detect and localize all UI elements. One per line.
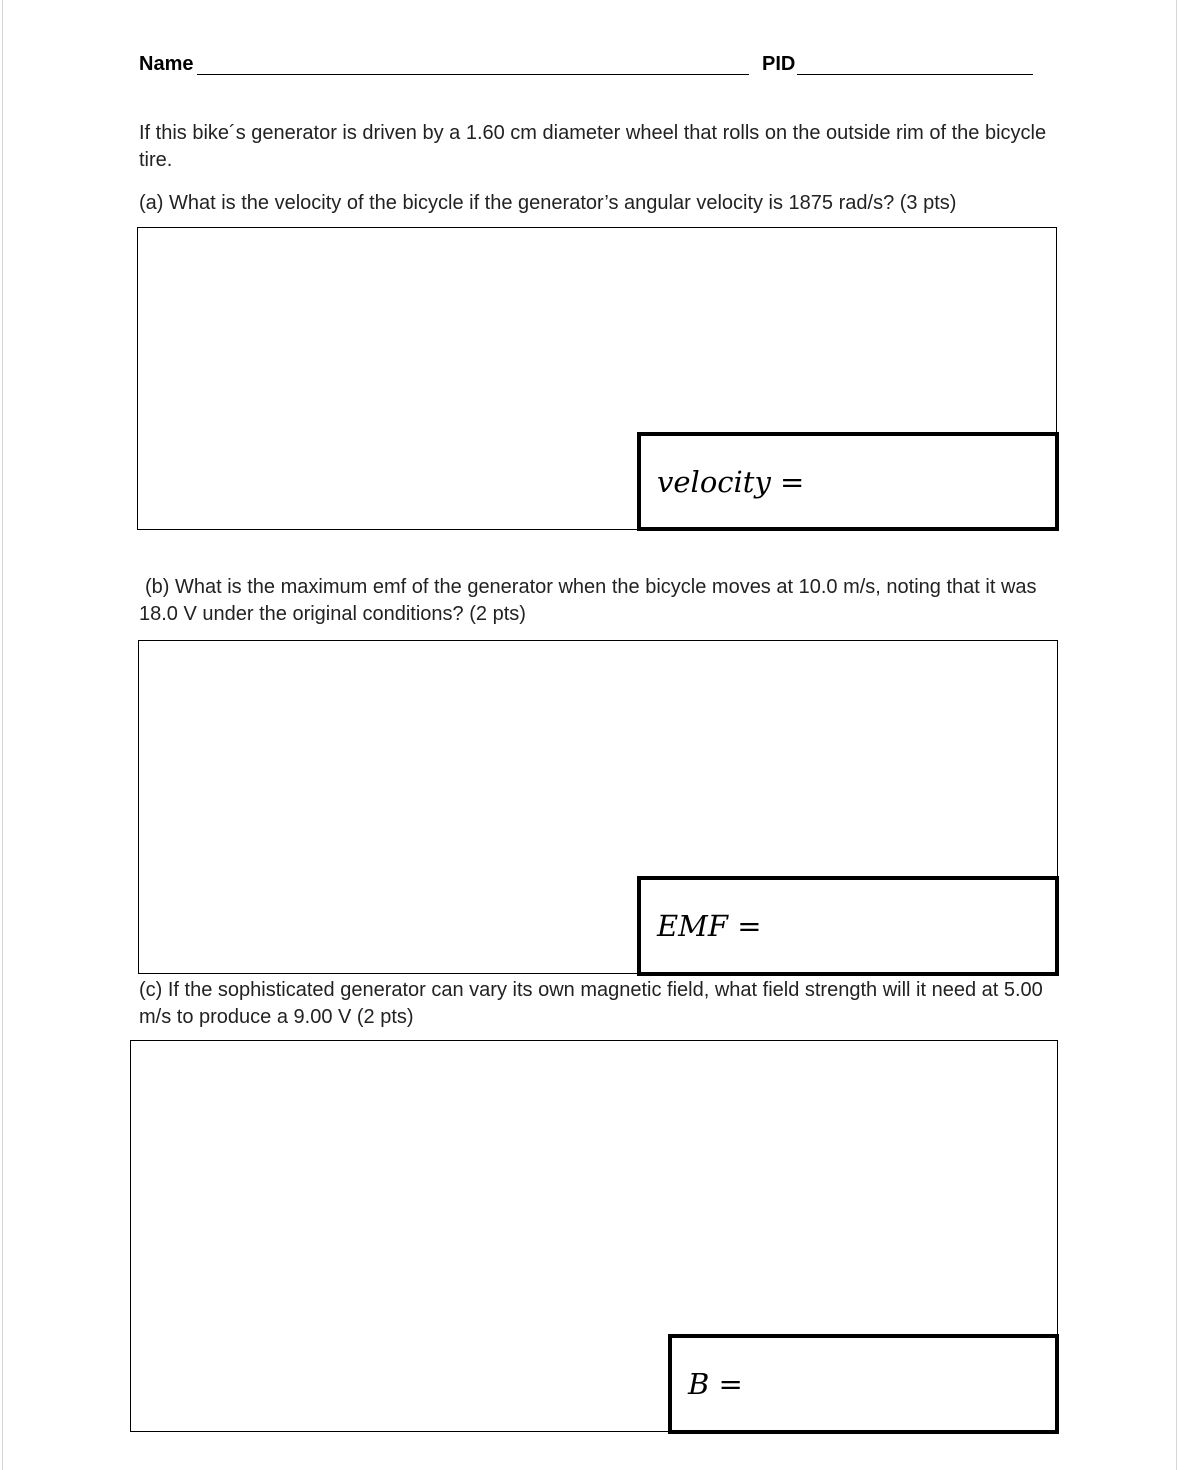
question-b-answer-box[interactable]: [637, 876, 1059, 976]
velocity-answer-label: velocity =: [657, 464, 805, 499]
page-left-edge: [2, 0, 3, 1470]
b-field-answer-label: B =: [688, 1367, 743, 1401]
intro-text: If this bike´s generator is driven by a 1.60 cm diameter wheel that rolls on the outside rim of the bicycle tire.: [139, 122, 1047, 171]
question-a-prompt: (a) What is the velocity of the bicycle if the generator’s angular velocity is 1875 rad/s? (3 pts): [139, 192, 957, 214]
question-c-prompt: (c) If the sophisticated generator can vary its own magnetic field, what field strength will it need at 5.00 m/s to produce a 9.00 V (2 pts): [139, 979, 1043, 1028]
question-c-answer-box[interactable]: [668, 1334, 1059, 1434]
name-label: Name: [139, 53, 194, 75]
emf-answer-label: EMF =: [657, 909, 762, 943]
question-a-answer-box[interactable]: [637, 432, 1059, 531]
pid-field[interactable]: [797, 74, 1033, 75]
name-field[interactable]: [197, 74, 749, 75]
header: [139, 52, 1039, 78]
page-right-edge: [1176, 0, 1177, 1470]
pid-label: PID: [762, 53, 796, 75]
question-b-prompt: (b) What is the maximum emf of the generator when the bicycle moves at 10.0 m/s, noting that it was 18.0 V under the original conditions? (2 pts): [139, 576, 1037, 625]
